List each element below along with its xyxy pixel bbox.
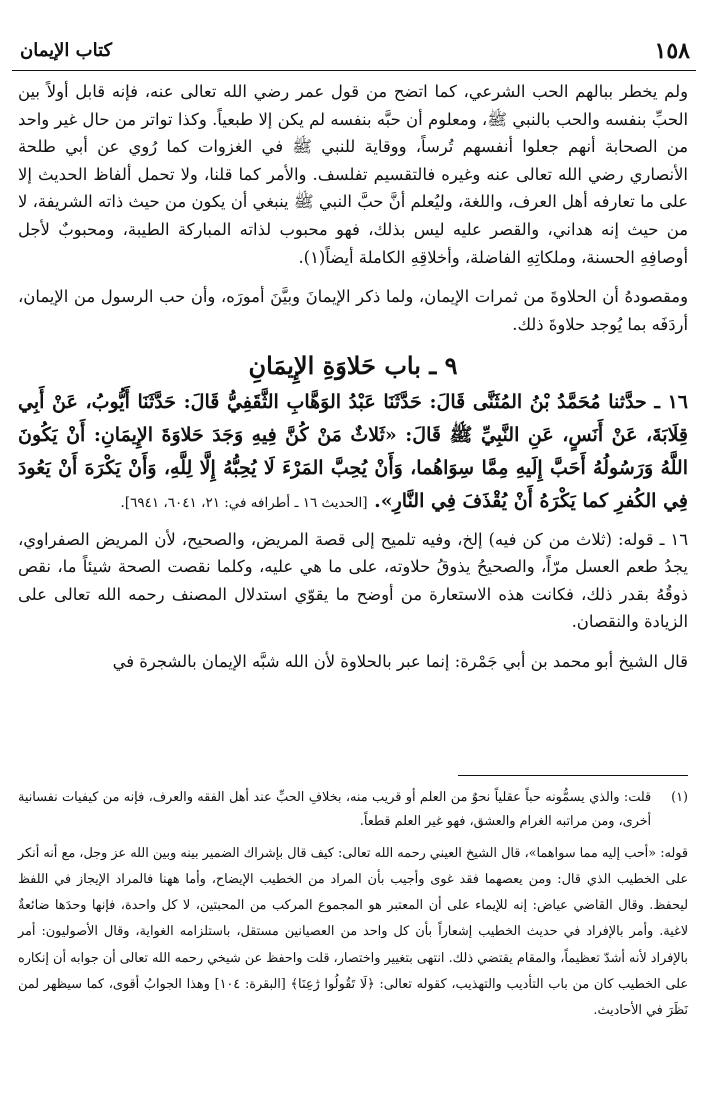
main-text [18, 78, 688, 676]
footnote-separator [458, 775, 688, 776]
paragraph: ولم يخطر ببالهم الحب الشرعي، كما اتضح من قول عمر رضي الله تعالى عنه، فإنه قابل أولاً بين الحبِّ بنفسه والحب بالنبي ﷺ، ومعلوم أن حبَّه بنفسه لم يكن إلا طبعياً. وكذا تواتر من حال غير واحد من الصحابة أنهم جعلوا أنفسهم تُرساً، ووقاية للنبي ﷺ في الغزوات كما رُوي عن أبي طلحة الأنصاري رضي الله تعالى عنه وغيره فالتقسيم تفلسف. والأمر كما قلنا، ولا تحمل ألفاظ الحديث إلا على ما تعارفه أهل العرف، واللغة، وليُعلم أنَّ حبَّ النبي ﷺ ينبغي أن يكون من حيث ذاته الشريفة، لا من حيث إنه هداني، والقصر عليه ليس بذلك، فهو محبوب لذاته المباركة الطيبة، ومحبوبٌ لأجل أوصافِهِ الحسنة، وملكاتِهِ الفاضلة، وأخلاقِهِ الكاملة أيضاً(١). [18, 82, 688, 267]
footnotes [18, 786, 688, 1024]
paragraph: ومقصودهُ أن الحلاوةَ من ثمرات الإيمان، ولما ذكر الإيمانَ وبيَّنَ أمورَه، وأن حب الرسول من الإيمان، أردَفَه بما يُوجد حلاوةَ ذلك. [18, 287, 688, 334]
footnote-2: قوله: «أحب إليه مما سواهما»، قال الشيخ العيني رحمه الله تعالى: كيف قال بإشراك الضمير بينه وبين الله عز وجل، مع أنه أنكر على الخطيب الذي قال: ومن يعصهما فقد غوى وأجيب بأن المراد من الخطيب الإيضاح، وأما ههنا فالمراد الإيجاز في اللفظ ليحفظ. وقال القاضي عياض: إنه للإيماء على أن المعتبر هو المجموع المركب من المحبتين، لا كل واحدة، فإنها وحدَها ضائعةٌ لاغية. وأمر بالإفراد في حديث الخطيب إشعاراً بأن كل واحد من العصيانين مستقل، باستلزامه الغواية، وقال الأصوليون: أمر بالإفراد لأنه أشدّ تعظيماً، والمقام يقتضي ذلك. انتهى بتغيير واختصار، قلت واحفظ عن شيخي رحمه الله تعالى أن جوابه أن إنكاره على الخطيب كان من باب التأديب والتهذيب، كقوله تعالى: ﴿لَا تَقُولُوا رَٰعِنَا﴾ [البقرة: ١٠٤] وهذا الجوابُ أقوى، كما سيظهر لمن نَظَرَ في الأحاديث. [18, 845, 688, 1019]
running-title: كتاب الإيمان [20, 40, 113, 61]
hadith-reference: [الحديث ١٦ ـ أطرافه في: ٢١، ٦٠٤١، ٦٩٤١]. [120, 494, 368, 511]
paragraph: قال الشيخ أبو محمد بن أبي جَمْرة: إنما عبر بالحلاوة لأن الله شبَّه الإيمان بالشجرة في [112, 651, 688, 671]
footnote-text: قلت: والذي يسمُّونه حباً عقلياً نحوٌ من العلم أو قريب منه، بخلافِ الحبِّ عند أهل الفقه والعرف، فإنه من كيفيات نفسانية أخرى، ومن مراتبه الغرام والعشق، فهو غير العلم قطعاً. [18, 790, 652, 830]
section-heading: ٩ ـ باب حَلاوَةِ الإِيمَانِ [248, 351, 458, 381]
hadith-text: ١٦ ـ حدَّثنا مُحَمَّدُ بْنُ المُثَنَّى قَالَ: حَدَّثَنَا عَبْدُ الوَهَّابِ الثَّقَفِيُّ قَالَ: حَدَّثَنَا أَيُّوبُ، عَنْ أَبِي قِلَابَةَ، عَنْ أَنَسٍ، عَنِ النَّبِيِّ ﷺ قَالَ: «ثَلاثٌ مَنْ كُنَّ فِيهِ وَجَدَ حَلاوَةَ الإِيمَانِ: أَنْ يَكُونَ اللَّهُ وَرَسُولُهُ أَحَبَّ إِلَيهِ مِمَّا سِوَاهُما، وَأَنْ يُحِبَّ المَرْءَ لَا يُحِبُّهُ إِلَّا لِلَّهِ، وَأَنْ يَكْرَهَ أَنْ يَعُودَ فِي الكُفرِ كما يَكْرَهُ أَنْ يُقْذَفَ فِي النَّارِ». [18, 391, 688, 512]
commentary-paragraph: ١٦ ـ قوله: (ثلاث من كن فيه) إلخ، وفيه تلميح إلى قصة المريض، والصحيح، لأن المريض الصفراوي، يجدُ طعم العسل مرّاً، والصحيحُ يذوقُ حلاوته، على ما هي عليه، وكلما نقصت الصحة شيئاً ما، نقص ذوقُهُ بقدر ذلك، فكانت هذه الاستعارة من أوضح ما يقوّي استدلال المصنف رحمه الله تعالى على الزيادة والنقصان. [18, 529, 688, 632]
page-number: ١٥٨ [654, 38, 690, 64]
page-header [12, 38, 696, 71]
footnote-1 [18, 786, 688, 835]
hadith-block [18, 386, 688, 519]
footnote-number: (١) [671, 790, 688, 805]
